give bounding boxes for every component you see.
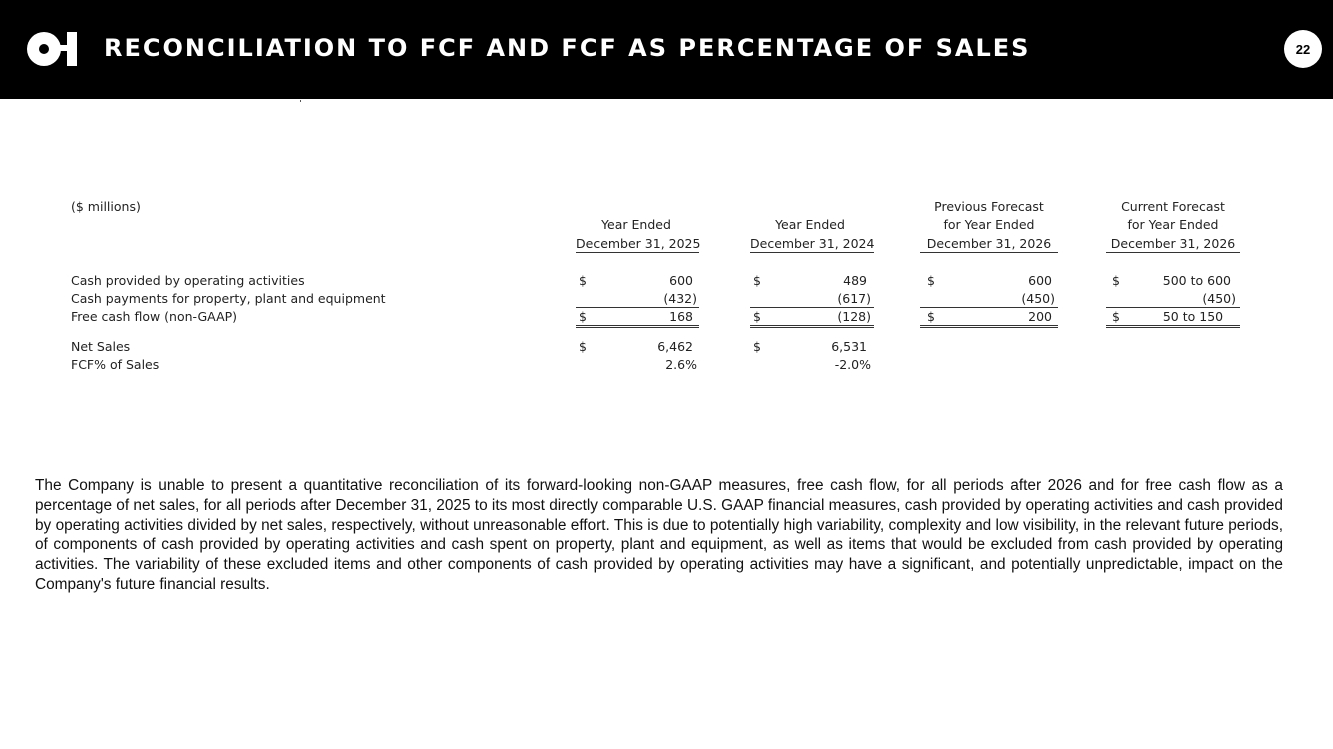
- cell-value: -2.0%: [834, 357, 871, 372]
- currency-sign: $: [753, 309, 761, 324]
- row-label: Free cash flow (non-GAAP): [71, 309, 238, 324]
- col-header-prev-line3: December 31, 2026: [926, 236, 1052, 251]
- col-header-curr-line2: for Year Ended: [1127, 217, 1219, 232]
- col-header-underline: [750, 252, 874, 253]
- col-header-2024-line3: December 31, 2024: [750, 236, 875, 251]
- cell-value: 2.6%: [665, 357, 697, 372]
- col-header-prev-line1: Previous Forecast: [934, 199, 1044, 214]
- col-header-2025-line3: December 31, 2025: [576, 236, 701, 251]
- col-header-underline: [1106, 252, 1240, 253]
- cell-value: 600: [1028, 273, 1052, 288]
- cell-value: 6,462: [657, 339, 693, 354]
- unit-label: ($ millions): [71, 199, 141, 214]
- cell-value: (450): [1202, 291, 1236, 306]
- total-double-underline: [576, 325, 699, 328]
- currency-sign: $: [1112, 309, 1120, 324]
- page-title: RECONCILIATION TO FCF AND FCF AS PERCENTAGE OF SALES: [104, 34, 1031, 62]
- col-header-underline: [576, 252, 699, 253]
- page-number-badge: 22: [1284, 30, 1322, 68]
- cell-value: 168: [669, 309, 693, 324]
- col-header-underline: [920, 252, 1058, 253]
- currency-sign: $: [753, 339, 761, 354]
- disclaimer-paragraph: The Company is unable to present a quantitative reconciliation of its forward-looking non-GAAP measures, free cash flow, for all periods after 2026 and for free cash flow as a percentage of net sales, for all periods after December 31, 2025 to its most directly comparable U.S. GAAP financial measures, cash provided by operating activities and cash provided by operating activities divided by net sales, respectively, without unreasonable effort. This is due to potentially high variability, complexity and low visibility, in the relevant future periods, of components of cash provided by operating activities and cash spent on property, plant and equipment, as well as items that would be excluded from cash provided by operating activities. The variability of these excluded items and other components of cash provided by operating activities may have a significant, and potentially unpredictable, impact on the Company's future financial results.: [35, 477, 1283, 593]
- cell-value: (617): [837, 291, 871, 306]
- currency-sign: $: [579, 339, 587, 354]
- cell-value: 50 to 150: [1162, 309, 1224, 324]
- cell-value: 500 to 600: [1162, 273, 1231, 288]
- cell-value: 200: [1028, 309, 1052, 324]
- row-label: Cash provided by operating activities: [71, 273, 305, 288]
- cell-value: (450): [1021, 291, 1055, 306]
- cell-value: 489: [843, 273, 867, 288]
- currency-sign: $: [927, 273, 935, 288]
- col-header-2025-line2: Year Ended: [601, 217, 671, 232]
- total-double-underline: [1106, 325, 1240, 328]
- cell-value: 6,531: [831, 339, 867, 354]
- cell-value: 600: [669, 273, 693, 288]
- col-header-prev-line2: for Year Ended: [943, 217, 1035, 232]
- col-header-curr-line3: December 31, 2026: [1110, 236, 1236, 251]
- row-label: FCF% of Sales: [71, 357, 160, 372]
- total-double-underline: [750, 325, 874, 328]
- cell-value: (128): [837, 309, 871, 324]
- col-header-2024-line2: Year Ended: [775, 217, 845, 232]
- currency-sign: $: [579, 273, 587, 288]
- row-label: Cash payments for property, plant and equipment: [71, 291, 386, 306]
- subtotal-underline: [576, 307, 699, 308]
- row-label: Net Sales: [71, 339, 131, 354]
- subtotal-underline: [920, 307, 1058, 308]
- currency-sign: $: [1112, 273, 1120, 288]
- col-header-curr-line1: Current Forecast: [1121, 199, 1225, 214]
- currency-sign: $: [927, 309, 935, 324]
- subtotal-underline: [1106, 307, 1240, 308]
- currency-sign: $: [579, 309, 587, 324]
- cell-value: (432): [663, 291, 697, 306]
- currency-sign: $: [753, 273, 761, 288]
- total-double-underline: [920, 325, 1058, 328]
- subtotal-underline: [750, 307, 874, 308]
